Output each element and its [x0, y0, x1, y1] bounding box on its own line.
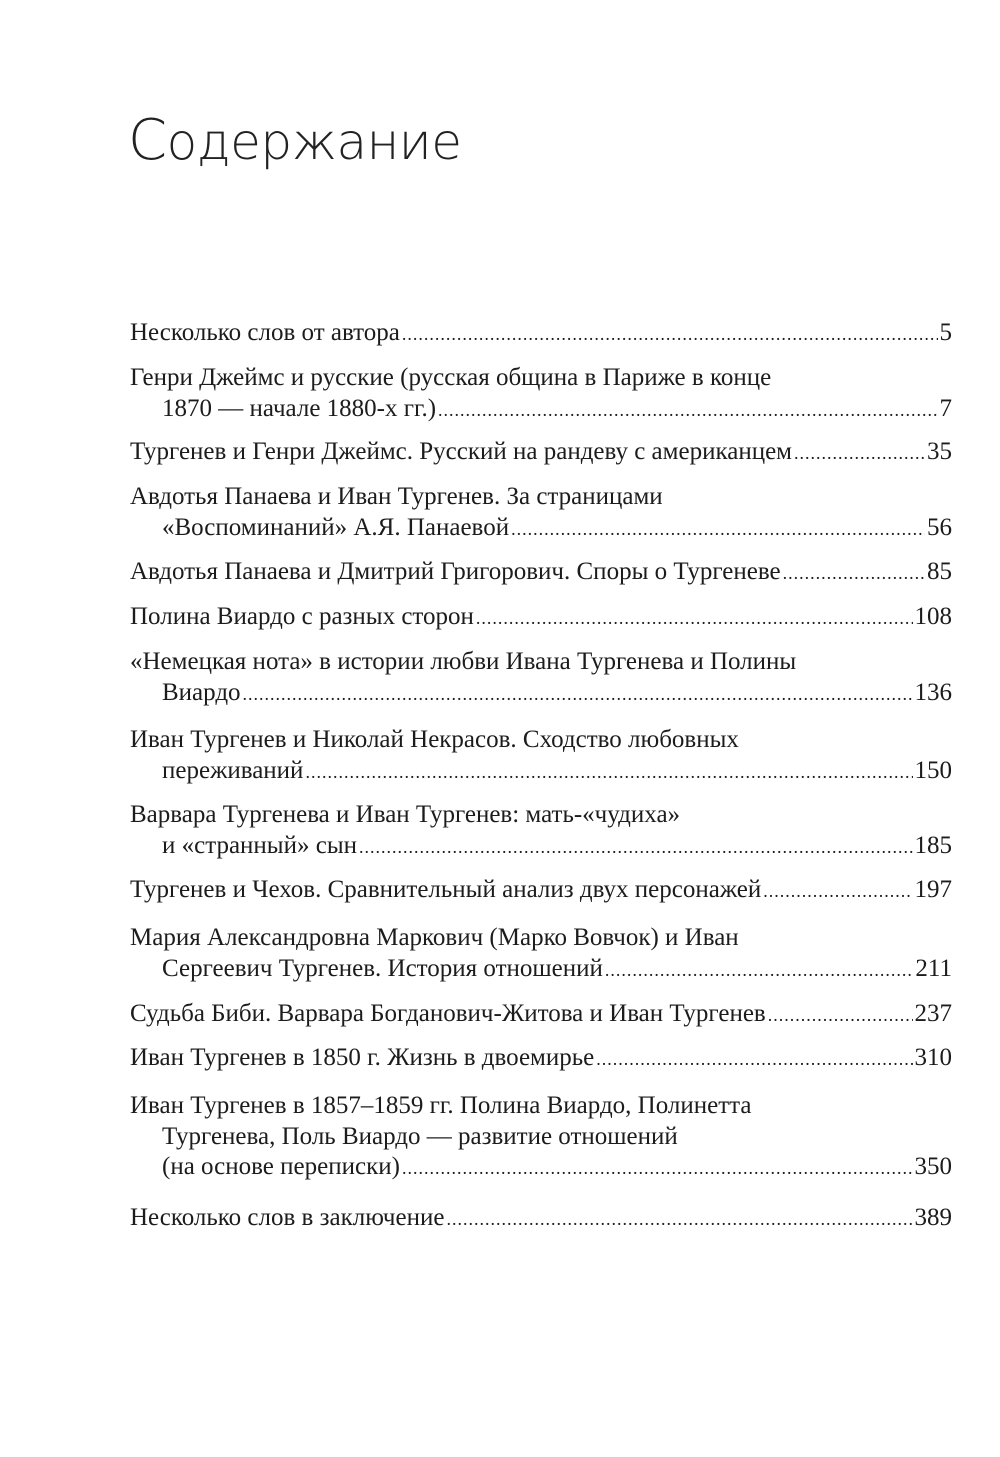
toc-entry-line	[130, 394, 952, 426]
page-number: 150	[914, 756, 952, 784]
toc-entry-title: и «странный» сын	[162, 831, 358, 859]
page-number: 310	[914, 1044, 952, 1071]
toc-entry-title: «Воспоминаний» А.Я. Панаевой	[162, 513, 510, 541]
toc-entry[interactable]	[130, 725, 952, 787]
toc-entry-line	[130, 1203, 952, 1235]
page-number: 389	[914, 1204, 952, 1231]
page-number: 350	[914, 1153, 952, 1180]
dot-leader	[768, 1000, 913, 1031]
toc-entry-line	[130, 1091, 952, 1122]
toc-entry-line	[130, 437, 952, 469]
toc-entry-line	[130, 482, 952, 513]
toc-entry-line	[130, 647, 952, 678]
toc-entry-title: Полина Виардо с разных сторон	[130, 603, 474, 630]
toc-entry-line	[130, 954, 952, 986]
toc-entry-title: Иван Тургенев в 1857–1859 гг. Полина Виардо, Полинетта	[130, 1092, 752, 1119]
toc-entry-title: Судьба Биби. Варвара Богданович-Житова и Иван Тургенев	[130, 1000, 766, 1027]
dot-leader	[794, 438, 925, 469]
toc-entry-title: Иван Тургенев и Николай Некрасов. Сходство любовных	[130, 726, 739, 753]
toc-entry-title: Мария Александровна Маркович (Марко Вовчок) и Иван	[130, 924, 739, 951]
toc-entry-title: Иван Тургенев в 1850 г. Жизнь в двоемирье	[130, 1044, 595, 1071]
toc-entry-line	[130, 725, 952, 756]
toc-entry[interactable]	[130, 800, 952, 862]
page-number: 136	[914, 678, 952, 706]
page-number: 85	[927, 558, 952, 585]
toc-entry-title: Несколько слов в заключение	[130, 1204, 445, 1231]
page-number: 56	[927, 513, 952, 541]
toc-entry[interactable]	[130, 363, 952, 425]
dot-leader	[596, 1044, 912, 1075]
toc-entry-line	[130, 513, 952, 545]
dot-leader	[476, 603, 913, 634]
toc-entry[interactable]	[130, 1203, 952, 1235]
toc-entry[interactable]	[130, 647, 952, 709]
toc-entry-title: Сергеевич Тургенев. История отношений	[162, 954, 603, 982]
toc-entry[interactable]	[130, 875, 952, 907]
toc-entry-title: Генри Джеймс и русские (русская община в Париже в конце	[130, 364, 772, 391]
dot-leader	[305, 757, 912, 788]
page-number: 211	[915, 954, 952, 982]
toc-entry[interactable]	[130, 437, 952, 469]
dot-leader	[359, 832, 912, 863]
page-title: Содержание	[128, 108, 462, 173]
toc-entry-line	[130, 318, 952, 350]
dot-leader	[763, 876, 912, 907]
dot-leader	[438, 395, 937, 426]
toc-entry-line	[130, 678, 952, 710]
toc-entry-title: Авдотья Панаева и Дмитрий Григорович. Споры о Тургеневе	[130, 558, 781, 585]
toc-entry[interactable]	[130, 1043, 952, 1075]
toc-entry-line	[130, 363, 952, 394]
dot-leader	[243, 679, 913, 710]
dot-leader	[511, 514, 925, 545]
toc-entry-title: Тургенева, Поль Виардо — развитие отношений	[162, 1122, 678, 1150]
toc-entry-line	[130, 831, 952, 863]
dot-leader	[402, 319, 938, 350]
toc-entry-title: Тургенев и Генри Джеймс. Русский на рандеву с американцем	[130, 438, 792, 465]
toc-entry-line	[130, 875, 952, 907]
toc-entry[interactable]	[130, 1091, 952, 1184]
toc-entry[interactable]	[130, 923, 952, 985]
dot-leader	[446, 1204, 912, 1235]
page-number: 5	[939, 319, 952, 346]
toc-entry-line	[130, 1152, 952, 1184]
page-number: 237	[914, 1000, 952, 1027]
toc-entry-line	[130, 923, 952, 954]
dot-leader	[783, 558, 925, 589]
toc-entry-title: Несколько слов от автора	[130, 319, 400, 346]
toc-entry[interactable]	[130, 557, 952, 589]
toc-entry-title: Тургенев и Чехов. Сравнительный анализ двух персонажей	[130, 876, 762, 903]
dot-leader	[605, 955, 914, 986]
dot-leader	[402, 1153, 913, 1184]
toc-entry-line	[130, 1122, 952, 1153]
toc-entry-line	[130, 800, 952, 831]
page-number: 108	[914, 603, 952, 630]
page-number: 35	[927, 438, 952, 465]
page-number: 7	[939, 394, 952, 422]
toc-entry-title: Варвара Тургенева и Иван Тургенев: мать-«чудиха»	[130, 801, 681, 828]
toc-entry-title: (на основе переписки)	[162, 1153, 400, 1180]
toc-entry-title: Авдотья Панаева и Иван Тургенев. За страницами	[130, 483, 663, 510]
toc-entry[interactable]	[130, 999, 952, 1031]
page-number: 185	[914, 831, 952, 859]
toc-entry-title: переживаний	[162, 756, 304, 784]
toc-entry-title: Виардо	[162, 678, 241, 706]
toc-entry-line	[130, 602, 952, 634]
toc-entry-line	[130, 999, 952, 1031]
toc-entry[interactable]	[130, 318, 952, 350]
toc-entry-line	[130, 756, 952, 788]
toc-entry[interactable]	[130, 602, 952, 634]
toc-entry-line	[130, 557, 952, 589]
toc-entry-title: «Немецкая нота» в истории любви Ивана Тургенева и Полины	[130, 648, 797, 675]
toc-entry-title: 1870 — начале 1880-х гг.)	[162, 394, 437, 422]
toc-entry[interactable]	[130, 482, 952, 544]
toc-entry-line	[130, 1043, 952, 1075]
page-number: 197	[914, 876, 952, 903]
